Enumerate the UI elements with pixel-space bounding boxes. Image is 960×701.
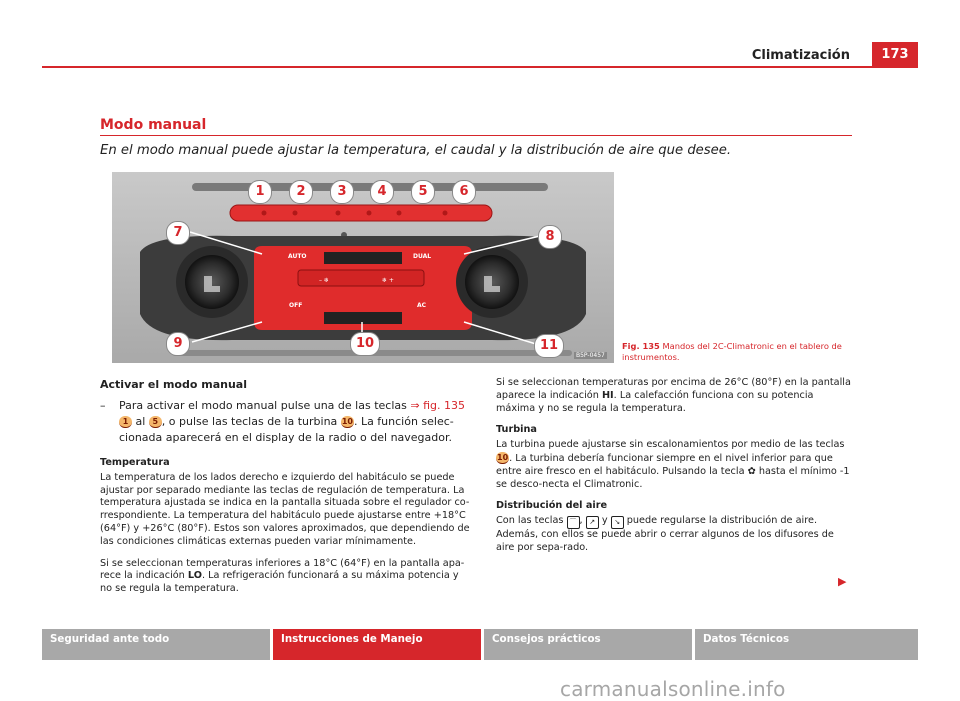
turbina-para-b: . La turbina debería funcionar siempre en el nivel inferior para que entre aire fresco en el habitáculo. Pulsando la tecla xyxy=(496,452,833,477)
callout-7: 7 xyxy=(166,221,190,245)
temperature-para-1: La temperatura de los lados derecho e izquierdo del habitáculo se puede ajustar por separado mediante las teclas de regulación de temperatura. La temperatura ajustada se indica en la pantalla situada sobre el regulador co-rrespondiente. La temperatura del habitáculo puede ajustarse entre +18°C (64°F) y +26°C (80°F). Estos son valores aproximados, que dependiendo de las condiciones climáticas externas pueden variar mínimamente. xyxy=(100,471,470,547)
callout-5: 5 xyxy=(411,180,435,204)
key-ref-10: 10 xyxy=(341,417,353,426)
footer-tab-seguridad[interactable]: Seguridad ante todo xyxy=(42,629,270,660)
footwell-air-icon: ↘ xyxy=(611,516,624,529)
step-text-b: , o pulse las teclas de la turbina xyxy=(161,415,338,428)
fan-icon: ✿ xyxy=(747,465,756,477)
header-rule xyxy=(42,66,918,68)
figure-label: Fig. 135 xyxy=(622,341,660,351)
temperature-para-2b: . La refrigeración funcionará a su máxima potencia y no se regula la temperatura. xyxy=(100,570,459,595)
section-title: Modo manual xyxy=(100,117,207,133)
temperature-para-2a: Si se seleccionan temperaturas inferiores a 18°C (64°F) en la pantalla apa-rece la indicación xyxy=(100,557,465,582)
hi-para-b: . La calefacción funciona con su potencia máxima y no se regula la temperatura. xyxy=(496,389,814,414)
dist-para-a: Con las teclas xyxy=(496,515,564,527)
distribution-heading: Distribución del aire xyxy=(496,500,608,512)
hi-para-a: Si se seleccionan temperaturas por encima de 26°C (80°F) en la pantalla aparece la indicación xyxy=(496,377,851,401)
ac-button-label: AC xyxy=(417,302,427,309)
figure-code: B5P-0457 xyxy=(576,352,605,359)
fan-minus-label: – ❄ xyxy=(319,277,329,284)
windshield-air-icon: ⌒ xyxy=(567,516,580,529)
dual-button-label: DUAL xyxy=(413,253,432,260)
section-intro: En el modo manual puede ajustar la temperatura, el caudal y la distribución de aire que desee. xyxy=(100,143,732,158)
temperature-block xyxy=(100,457,470,596)
right-column xyxy=(496,377,854,555)
figure-caption xyxy=(622,341,862,363)
figure-caption-text: Mandos del 2C-Climatronic en el tablero de instrumentos. xyxy=(622,341,842,362)
temperature-heading: Temperatura xyxy=(100,457,170,468)
turbina-para-c: hasta el mínimo -1 se desco-necta el Climatronic. xyxy=(496,465,850,490)
body-air-icon: ↗ xyxy=(586,516,599,529)
off-button-label: OFF xyxy=(289,302,303,309)
footer-tab-instrucciones[interactable]: Instrucciones de Manejo xyxy=(273,629,481,660)
footer-tab-datos[interactable]: Datos Técnicos xyxy=(695,629,918,660)
callout-6: 6 xyxy=(452,180,476,204)
callout-11: 11 xyxy=(534,334,564,358)
callout-8: 8 xyxy=(538,225,562,249)
callout-3: 3 xyxy=(330,180,354,204)
hi-indicator: HI xyxy=(601,389,614,401)
fan-plus-label: ❄ + xyxy=(382,277,394,284)
auto-button-label: AUTO xyxy=(288,253,307,260)
step-text-a: Para activar el modo manual pulse una de las teclas xyxy=(119,399,407,412)
key-ref-5: 5 xyxy=(149,416,162,428)
dist-comma: , xyxy=(579,515,583,527)
dist-para-b: puede regularse la distribución de aire. Además, con ellos se puede abrir o cerrar algunos de los difusores de aire por sepa-rado. xyxy=(496,515,834,553)
hi-paragraph xyxy=(496,377,854,415)
callout-10: 10 xyxy=(350,332,380,356)
key-ref-1: 1 xyxy=(119,416,132,428)
continue-arrow-icon: ▶ xyxy=(838,575,847,588)
callout-2: 2 xyxy=(289,180,313,204)
distribution-paragraph xyxy=(496,515,854,555)
section-rule xyxy=(100,135,852,136)
chapter-title: Climatización xyxy=(751,48,850,63)
key-ref-10: 10 xyxy=(497,452,509,462)
watermark: carmanualsonline.info xyxy=(560,677,786,701)
step-dash: – xyxy=(100,399,106,412)
temperature-para-2 xyxy=(100,558,470,596)
callout-9: 9 xyxy=(166,332,190,356)
turbina-paragraph xyxy=(496,439,854,491)
page-number: 173 xyxy=(872,42,918,68)
turbina-para-a: La turbina puede ajustarse sin escalonamientos por medio de las teclas xyxy=(496,439,845,451)
dist-and: y xyxy=(601,515,608,527)
callout-1: 1 xyxy=(248,180,272,204)
turbina-heading: Turbina xyxy=(496,424,537,436)
fig-link[interactable]: ⇒ fig. 135 xyxy=(410,399,465,412)
footer-tab-consejos[interactable]: Consejos prácticos xyxy=(484,629,692,660)
step-text-c: . La función selec-cionada aparecerá en el display de la radio o del navegador. xyxy=(119,415,454,444)
step-text-al: al xyxy=(135,415,146,428)
callout-4: 4 xyxy=(370,180,394,204)
step-item xyxy=(100,398,470,446)
step-heading: Activar el modo manual xyxy=(100,378,247,391)
lo-indicator: LO xyxy=(187,570,202,582)
